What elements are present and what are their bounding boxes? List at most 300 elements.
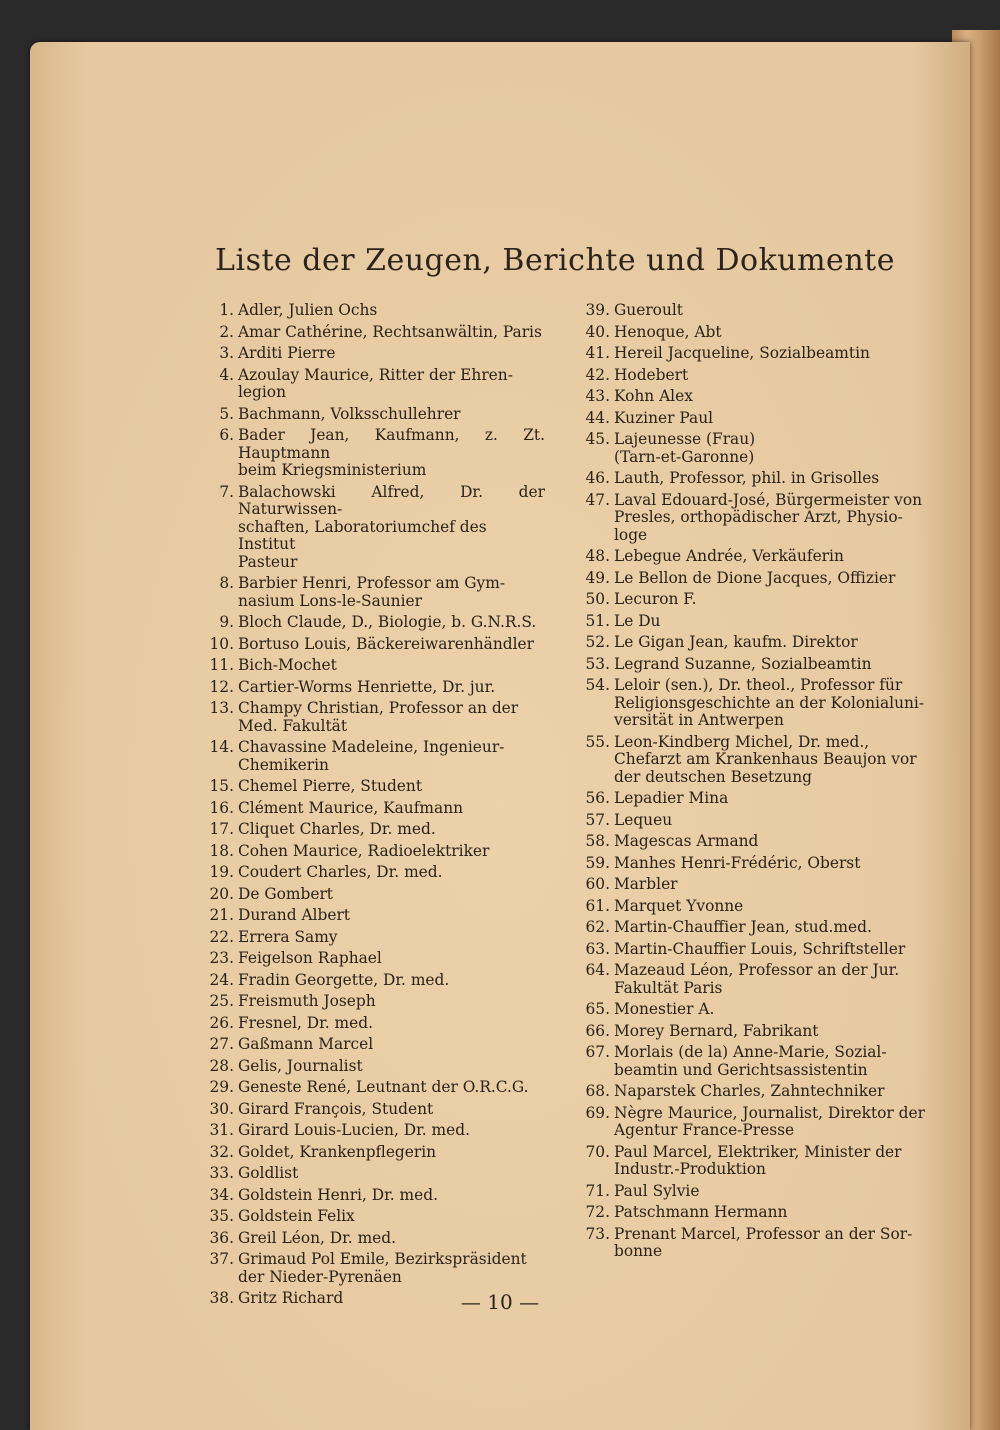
list-item-number: 22. — [209, 927, 234, 946]
list-item-text — [238, 1165, 545, 1183]
list-item — [200, 324, 545, 342]
list-item-number: 1. — [219, 301, 234, 319]
list-item-line: Marbler — [614, 875, 678, 893]
list-item-number: 53. — [585, 654, 610, 673]
list-item-line: Naparstek Charles, Zahntechniker — [614, 1082, 885, 1100]
list-item-text — [614, 1204, 930, 1222]
list-item-line: Goldlist — [238, 1164, 299, 1182]
list-item-number: 23. — [209, 949, 234, 967]
list-item-line: Paul Marcel, Elektriker, Minister der — [614, 1142, 902, 1161]
list-item-number: 16. — [209, 798, 234, 817]
list-item — [200, 1208, 545, 1226]
list-item — [200, 367, 545, 402]
list-item — [580, 1183, 930, 1201]
list-item-line: Pasteur — [238, 552, 298, 571]
list-item-line: Cohen Maurice, Radioelektriker — [238, 841, 490, 860]
list-item-line: Gueroult — [614, 301, 683, 319]
list-item — [580, 591, 930, 609]
list-item-line: loge — [614, 525, 648, 544]
list-item-number: 50. — [585, 590, 610, 608]
list-item-number: 67. — [585, 1043, 610, 1061]
list-item-line: Gritz Richard — [238, 1289, 344, 1307]
list-item-line: Durand Albert — [238, 906, 350, 924]
list-item-line: Gaßmann Marcel — [238, 1035, 374, 1053]
list-item-line: Azoulay Maurice, Ritter der Ehren- — [238, 365, 513, 384]
list-item-text — [238, 739, 545, 774]
list-item — [200, 575, 545, 610]
list-item-number: 18. — [209, 841, 234, 860]
list-item — [580, 855, 930, 873]
list-item-text — [238, 367, 545, 402]
list-item-text — [614, 898, 930, 916]
list-item-line: Chemel Pierre, Student — [238, 777, 423, 795]
list-item-number: 52. — [585, 633, 610, 651]
list-item-text — [238, 324, 545, 342]
list-item-number: 24. — [209, 970, 234, 989]
list-item-text — [238, 1036, 545, 1054]
list-item-text — [614, 734, 930, 787]
list-item-number: 20. — [209, 884, 234, 903]
list-item-line: der Nieder-Pyrenäen — [238, 1267, 402, 1286]
list-item-line: Hereil Jacqueline, Sozialbeamtin — [614, 344, 870, 362]
list-item-line: Feigelson Raphael — [238, 949, 382, 967]
list-item-line: Goldstein Henri, Dr. med. — [238, 1185, 438, 1204]
list-item-text — [614, 855, 930, 873]
list-item-number: 11. — [209, 656, 234, 674]
list-item — [200, 1079, 545, 1097]
list-item-line: Cliquet Charles, Dr. med. — [238, 820, 436, 838]
list-item-text — [238, 679, 545, 697]
list-item-text — [614, 1001, 930, 1019]
list-item-text — [614, 876, 930, 894]
list-item — [200, 657, 545, 675]
list-item-text — [614, 634, 930, 652]
list-item — [200, 843, 545, 861]
list-item-line: Nègre Maurice, Journalist, Direktor der — [614, 1103, 925, 1122]
list-item-text — [238, 1230, 545, 1248]
list-item-line: Martin-Chauffier Louis, Schriftsteller — [614, 939, 906, 958]
list-item-line: Girard Louis-Lucien, Dr. med. — [238, 1121, 470, 1139]
list-item-number: 25. — [209, 992, 234, 1010]
list-item — [200, 907, 545, 925]
list-item-number: 37. — [209, 1250, 234, 1268]
list-item — [200, 614, 545, 632]
list-item — [580, 548, 930, 566]
list-item-number: 70. — [585, 1142, 610, 1161]
list-item-text — [238, 907, 545, 925]
list-item-line: Industr.-Produktion — [614, 1160, 766, 1178]
list-item-line: Legrand Suzanne, Sozialbeamtin — [614, 654, 872, 673]
list-item-text — [238, 484, 545, 572]
list-item — [200, 1101, 545, 1119]
list-item-line: Lequeu — [614, 810, 673, 829]
list-item-text — [614, 919, 930, 937]
list-item-line: Patschmann Hermann — [614, 1203, 788, 1221]
list-item-number: 29. — [209, 1078, 234, 1096]
list-item-text — [614, 324, 930, 342]
list-item-number: 49. — [585, 568, 610, 587]
list-item-text — [238, 843, 545, 861]
list-item-line: Fakultät Paris — [614, 978, 723, 997]
list-item-number: 38. — [209, 1289, 234, 1307]
list-item-line: Marquet Yvonne — [614, 896, 744, 915]
list-item-line: Le Gigan Jean, kaufm. Direktor — [614, 633, 858, 651]
list-item-line: Monestier A. — [614, 1000, 715, 1018]
list-item-text — [614, 833, 930, 851]
list-item-text — [238, 302, 545, 320]
list-item-line: Barbier Henri, Professor am Gym- — [238, 574, 506, 592]
list-item — [580, 677, 930, 730]
list-item-text — [238, 993, 545, 1011]
list-item-text — [238, 575, 545, 610]
list-item-line: Bader Jean, Kaufmann, z. Zt. Hauptmann — [238, 426, 545, 462]
list-item — [580, 1144, 930, 1179]
list-item-line: De Gombert — [238, 884, 333, 903]
list-item-number: 40. — [585, 322, 610, 341]
list-item-number: 39. — [585, 301, 610, 319]
list-item-text — [614, 431, 930, 466]
list-item-text — [614, 1226, 930, 1261]
list-item-number: 19. — [209, 863, 234, 881]
list-item — [580, 388, 930, 406]
list-item-number: 33. — [209, 1164, 234, 1182]
list-item-line: Le Du — [614, 611, 661, 630]
list-item-line: Geneste René, Leutnant der O.R.C.G. — [238, 1078, 529, 1096]
list-item — [580, 634, 930, 652]
list-item — [200, 700, 545, 735]
list-item-number: 3. — [219, 344, 234, 362]
list-item-line: Grimaud Pol Emile, Bezirkspräsident — [238, 1250, 527, 1268]
list-item-text — [614, 302, 930, 320]
list-item-line: Le Bellon de Dione Jacques, Offizier — [614, 568, 896, 587]
list-item-line: Bortuso Louis, Bäckereiwarenhändler — [238, 634, 534, 653]
list-item-number: 5. — [219, 404, 234, 423]
list-item-line: Morlais (de la) Anne-Marie, Sozial- — [614, 1043, 887, 1061]
list-item-line: Mazeaud Léon, Professor an der Jur. — [614, 961, 900, 979]
list-item-number: 30. — [209, 1099, 234, 1118]
list-item-number: 56. — [585, 789, 610, 807]
list-item — [200, 302, 545, 320]
list-item — [580, 1105, 930, 1140]
list-item — [200, 1015, 545, 1033]
list-item-line: Lepadier Mina — [614, 789, 729, 807]
list-item — [200, 739, 545, 774]
list-item-text — [614, 812, 930, 830]
list-item-text — [614, 613, 930, 631]
list-item-text — [614, 591, 930, 609]
list-item-text — [614, 345, 930, 363]
list-item-number: 71. — [585, 1181, 610, 1200]
list-item — [200, 1187, 545, 1205]
list-item-number: 44. — [585, 408, 610, 427]
list-item-line: Clément Maurice, Kaufmann — [238, 798, 464, 817]
list-item-line: Hodebert — [614, 365, 689, 384]
list-item — [580, 833, 930, 851]
list-item-number: 6. — [219, 426, 234, 444]
list-item-line: Cartier-Worms Henriette, Dr. jur. — [238, 677, 496, 696]
list-item — [200, 406, 545, 424]
list-item-text — [238, 1122, 545, 1140]
list-item-line: Presles, orthopädischer Arzt, Physio- — [614, 508, 903, 526]
list-item — [580, 962, 930, 997]
list-item-text — [238, 886, 545, 904]
list-item-text — [238, 1101, 545, 1119]
list-item-line: Leloir (sen.), Dr. theol., Professor für — [614, 676, 903, 694]
list-item-text — [614, 492, 930, 545]
list-item-line: Gelis, Journalist — [238, 1056, 363, 1075]
list-item-number: 26. — [209, 1013, 234, 1032]
list-item-number: 35. — [209, 1207, 234, 1225]
list-item-line: Adler, Julien Ochs — [238, 301, 378, 319]
list-item-text — [238, 800, 545, 818]
list-item-number: 73. — [585, 1224, 610, 1243]
list-item-number: 62. — [585, 918, 610, 936]
list-item — [200, 950, 545, 968]
list-item-line: schaften, Laboratoriumchef des Institut — [238, 517, 487, 553]
list-item — [580, 345, 930, 363]
list-item-number: 42. — [585, 365, 610, 384]
list-item-number: 12. — [209, 677, 234, 696]
list-item-line: Balachowski Alfred, Dr. der Naturwissen- — [238, 482, 545, 518]
list-item — [200, 1058, 545, 1076]
list-item-line: Agentur France-Presse — [614, 1121, 795, 1139]
list-item-line: (Tarn-et-Garonne) — [614, 447, 755, 466]
right-column — [580, 302, 930, 1265]
list-item — [200, 800, 545, 818]
list-item-number: 65. — [585, 1000, 610, 1018]
list-item-line: Coudert Charles, Dr. med. — [238, 863, 443, 881]
list-item-number: 17. — [209, 820, 234, 838]
list-item — [200, 345, 545, 363]
list-item-line: Laval Edouard-José, Bürgermeister von — [614, 490, 922, 509]
list-item — [580, 613, 930, 631]
list-item — [580, 790, 930, 808]
list-item-text — [614, 1144, 930, 1179]
page-number: — 10 — — [460, 1290, 540, 1314]
list-item-line: versität in Antwerpen — [614, 711, 784, 729]
list-item-number: 43. — [585, 387, 610, 405]
list-item-text — [614, 1105, 930, 1140]
list-item-line: Lajeunesse (Frau) — [614, 430, 756, 448]
list-item — [580, 734, 930, 787]
list-item-number: 59. — [585, 853, 610, 872]
list-item — [200, 821, 545, 839]
list-item-line: Prenant Marcel, Professor an der Sor- — [614, 1224, 913, 1243]
list-item — [200, 1251, 545, 1286]
list-item — [580, 919, 930, 937]
list-item-text — [614, 656, 930, 674]
list-item-line: nasium Lons-le-Saunier — [238, 591, 422, 610]
list-item-number: 15. — [209, 777, 234, 795]
list-item-number: 8. — [219, 574, 234, 592]
list-item-number: 51. — [585, 611, 610, 630]
list-item-line: Bloch Claude, D., Biologie, b. G.N.R.S. — [238, 613, 537, 631]
list-item-text — [238, 700, 545, 735]
list-item-text — [238, 1208, 545, 1226]
list-item — [580, 1226, 930, 1261]
list-item — [580, 656, 930, 674]
list-item — [580, 367, 930, 385]
list-item — [580, 1044, 930, 1079]
list-item — [200, 864, 545, 882]
list-item-number: 31. — [209, 1121, 234, 1139]
list-item-number: 54. — [585, 676, 610, 694]
list-item-text — [614, 677, 930, 730]
list-item-line: Amar Cathérine, Rechtsanwältin, Paris — [238, 322, 542, 341]
list-item-number: 55. — [585, 732, 610, 751]
list-item-text — [614, 367, 930, 385]
list-item-text — [238, 345, 545, 363]
list-item-line: Manhes Henri-Frédéric, Oberst — [614, 853, 861, 872]
list-item-line: Chefarzt am Krankenhaus Beaujon vor — [614, 750, 917, 768]
list-item — [580, 492, 930, 545]
list-item-number: 68. — [585, 1082, 610, 1100]
list-item — [580, 410, 930, 428]
list-item-line: Girard François, Student — [238, 1099, 434, 1118]
list-item — [200, 778, 545, 796]
list-item — [580, 1083, 930, 1101]
list-item-number: 66. — [585, 1021, 610, 1040]
list-item-line: Chavassine Madeleine, Ingenieur- — [238, 738, 505, 756]
list-item-text — [238, 1251, 545, 1286]
list-item-number: 57. — [585, 810, 610, 829]
list-item-text — [614, 1044, 930, 1079]
list-item — [200, 886, 545, 904]
list-item-text — [238, 1015, 545, 1033]
list-item-text — [614, 941, 930, 959]
list-item-line: Martin-Chauffier Jean, stud.med. — [614, 918, 872, 936]
list-item-number: 48. — [585, 547, 610, 565]
list-item-text — [238, 1187, 545, 1205]
list-item — [200, 929, 545, 947]
list-item-line: Med. Fakultät — [238, 716, 348, 735]
list-item-text — [238, 1058, 545, 1076]
list-item — [580, 898, 930, 916]
list-item-line: beim Kriegsministerium — [238, 461, 427, 479]
list-item-number: 2. — [219, 322, 234, 341]
list-item — [200, 993, 545, 1011]
list-item — [200, 1230, 545, 1248]
list-item — [580, 1023, 930, 1041]
page-title: Liste der Zeugen, Berichte und Dokumente — [215, 243, 895, 278]
list-item-text — [614, 1083, 930, 1101]
list-item — [200, 484, 545, 572]
list-item — [580, 570, 930, 588]
list-item — [580, 431, 930, 466]
list-item-number: 9. — [219, 613, 234, 631]
list-item-line: legion — [238, 383, 286, 401]
list-item-line: beamtin und Gerichtsassistentin — [614, 1060, 868, 1079]
list-item — [200, 1036, 545, 1054]
list-item-number: 61. — [585, 896, 610, 915]
list-item-line: Paul Sylvie — [614, 1181, 700, 1200]
list-item-line: Lebegue Andrée, Verkäuferin — [614, 547, 844, 565]
list-item — [580, 1204, 930, 1222]
list-item-number: 60. — [585, 875, 610, 893]
list-item-text — [614, 410, 930, 428]
list-item-text — [614, 548, 930, 566]
list-item-line: Kohn Alex — [614, 387, 693, 405]
list-item-number: 41. — [585, 344, 610, 362]
list-item-line: Fresnel, Dr. med. — [238, 1013, 374, 1032]
list-item-line: Goldstein Felix — [238, 1207, 355, 1225]
list-item-text — [614, 962, 930, 997]
list-item-line: Greil Léon, Dr. med. — [238, 1228, 397, 1247]
list-item-line: Religionsgeschichte an der Kolonialuni- — [614, 693, 925, 712]
list-item-line: Leon-Kindberg Michel, Dr. med., — [614, 732, 870, 751]
list-item-number: 32. — [209, 1142, 234, 1161]
left-column — [200, 302, 545, 1312]
list-item-text — [238, 427, 545, 480]
list-item-number: 34. — [209, 1185, 234, 1204]
list-item-line: bonne — [614, 1242, 663, 1260]
list-item-number: 14. — [209, 738, 234, 756]
list-item-line: Chemikerin — [238, 755, 329, 774]
list-item-number: 58. — [585, 832, 610, 850]
list-item-text — [614, 570, 930, 588]
list-item-number: 64. — [585, 961, 610, 979]
list-item-number: 69. — [585, 1103, 610, 1122]
list-item-line: der deutschen Besetzung — [614, 767, 813, 786]
list-item-text — [238, 1079, 545, 1097]
list-item — [200, 636, 545, 654]
list-item-number: 13. — [209, 699, 234, 717]
list-item-text — [614, 1023, 930, 1041]
list-item-number: 72. — [585, 1203, 610, 1221]
list-item-number: 28. — [209, 1056, 234, 1075]
list-item-text — [238, 821, 545, 839]
list-item-text — [238, 950, 545, 968]
list-item-text — [238, 929, 545, 947]
list-item-line: Fradin Georgette, Dr. med. — [238, 970, 450, 989]
list-item-line: Bachmann, Volksschullehrer — [238, 404, 461, 423]
list-item-line: Champy Christian, Professor an der — [238, 699, 519, 717]
list-item — [580, 324, 930, 342]
list-item-number: 45. — [585, 430, 610, 448]
list-item-number: 27. — [209, 1035, 234, 1053]
list-item-number: 4. — [219, 365, 234, 384]
list-item-text — [614, 470, 930, 488]
list-item-text — [238, 972, 545, 990]
list-item — [200, 1122, 545, 1140]
list-item — [200, 972, 545, 990]
list-item-text — [614, 1183, 930, 1201]
list-item-number: 63. — [585, 939, 610, 958]
list-item-number: 7. — [219, 482, 234, 501]
list-item-line: Henoque, Abt — [614, 322, 722, 341]
list-item-text — [238, 864, 545, 882]
list-item — [200, 1144, 545, 1162]
list-item — [580, 876, 930, 894]
list-item-line: Arditi Pierre — [238, 344, 336, 362]
list-item-line: Magescas Armand — [614, 832, 759, 850]
list-item — [200, 679, 545, 697]
list-item-line: Errera Samy — [238, 927, 338, 946]
list-item — [200, 427, 545, 480]
list-item — [580, 470, 930, 488]
list-item-line: Kuziner Paul — [614, 408, 714, 427]
list-item-number: 46. — [585, 469, 610, 487]
list-item-text — [238, 1144, 545, 1162]
list-item-number: 36. — [209, 1228, 234, 1247]
list-item-line: Morey Bernard, Fabrikant — [614, 1021, 819, 1040]
list-item-line: Lecuron F. — [614, 590, 697, 608]
list-item-text — [238, 614, 545, 632]
list-item-line: Freismuth Joseph — [238, 992, 376, 1010]
list-item — [580, 812, 930, 830]
list-item-number: 21. — [209, 906, 234, 924]
list-item — [580, 941, 930, 959]
